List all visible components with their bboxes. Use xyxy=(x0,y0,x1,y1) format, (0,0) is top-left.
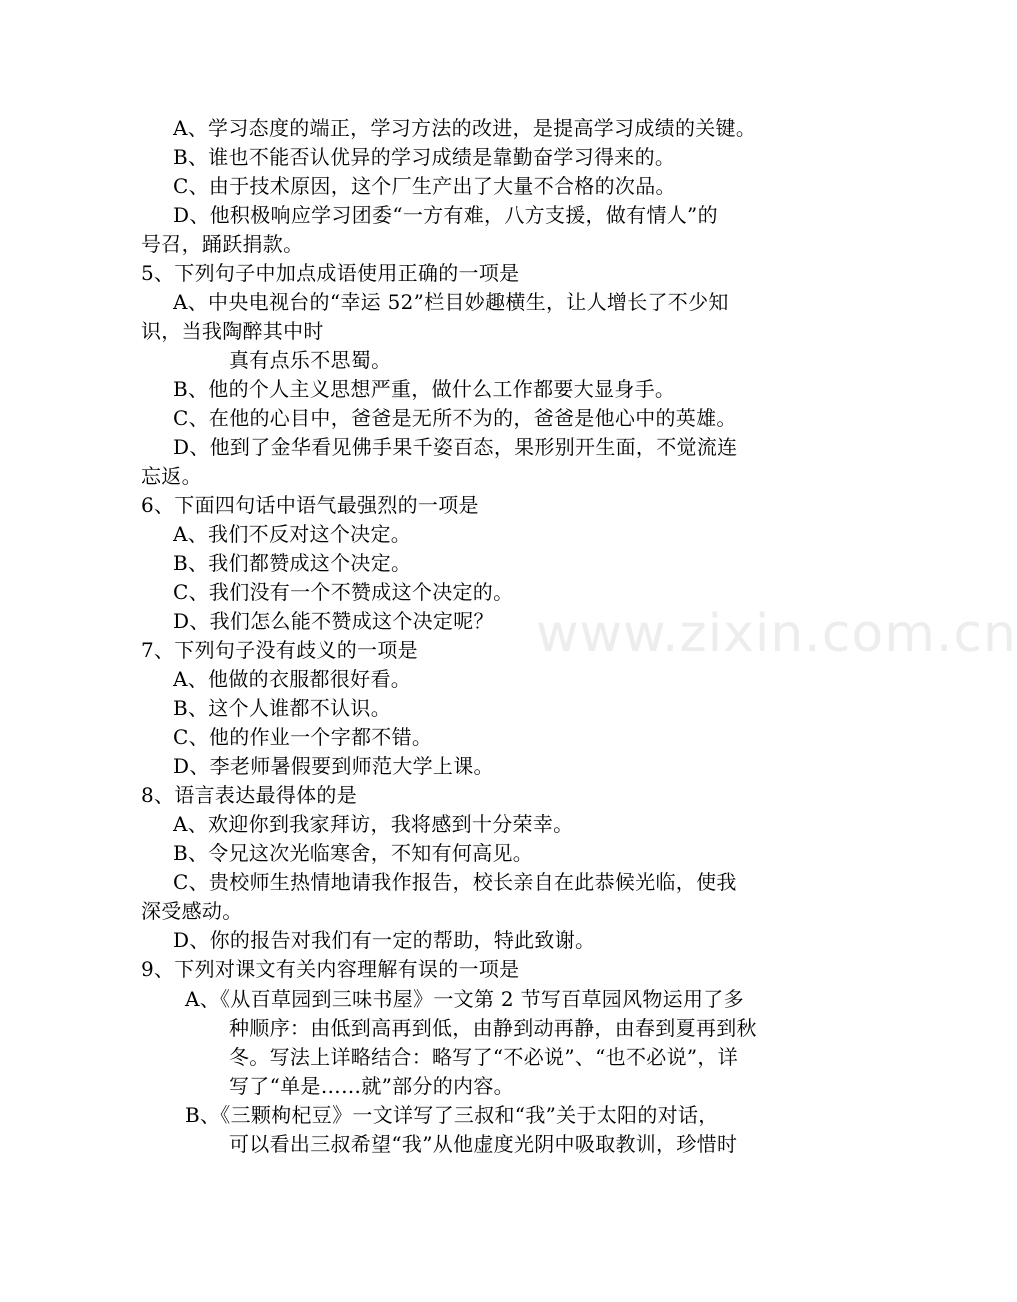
q6-option-b: B、我们都赞成这个决定。 xyxy=(173,551,412,575)
q5-option-d-cont: 忘返。 xyxy=(141,464,202,488)
q5-option-d: D、他到了金华看见佛手果千姿百态，果形别开生面，不觉流连 xyxy=(173,435,738,459)
watermark: www.zixin.com.cn xyxy=(536,604,1017,664)
q8-option-a: A、欢迎你到我家拜访，我将感到十分荣幸。 xyxy=(173,812,574,836)
q8-option-b: B、令兄这次光临寒舍，不知有何高见。 xyxy=(173,841,534,865)
q4-option-d: D、他积极响应学习团委“一方有难，八方支援，做有情人”的 xyxy=(173,203,718,227)
q9-option-b: B、《三颗枸杞豆》一文详写了三叔和“我”关于太阳的对话， xyxy=(185,1103,719,1127)
q5-option-c: C、在他的心目中，爸爸是无所不为的，爸爸是他心中的英雄。 xyxy=(173,406,737,430)
q9-option-a-cont2: 冬。写法上详略结合：略写了“不必说”、“也不必说”，详 xyxy=(229,1045,738,1069)
q6-option-c: C、我们没有一个不赞成这个决定的。 xyxy=(173,580,514,604)
q4-option-a: A、学习态度的端正，学习方法的改进，是提高学习成绩的关键。 xyxy=(173,116,757,140)
q5-option-a-cont2: 真有点乐不思蜀。 xyxy=(229,348,392,372)
question-8: 8、语言表达最得体的是 xyxy=(141,783,358,807)
question-5: 5、下列句子中加点成语使用正确的一项是 xyxy=(141,261,520,285)
q4-option-d-cont: 号召，踊跃捐款。 xyxy=(141,232,304,256)
q7-option-c: C、他的作业一个字都不错。 xyxy=(173,725,433,749)
q8-option-c-cont: 深受感动。 xyxy=(141,899,243,923)
q9-option-a: A、《从百草园到三味书屋》一文第 2 节写百草园风物运用了多 xyxy=(185,987,744,1011)
q4-option-c: C、由于技术原因，这个厂生产出了大量不合格的次品。 xyxy=(173,174,676,198)
q8-option-c: C、贵校师生热情地请我作报告，校长亲自在此恭候光临，使我 xyxy=(173,870,737,894)
question-9: 9、下列对课文有关内容理解有误的一项是 xyxy=(141,957,520,981)
q9-option-a-cont: 种顺序：由低到高再到低，由静到动再静，由春到夏再到秋 xyxy=(229,1016,757,1040)
q9-option-a-cont3: 写了“单是……就”部分的内容。 xyxy=(229,1074,514,1098)
q6-option-d: D、我们怎么能不赞成这个决定呢？ xyxy=(173,609,494,633)
q7-option-b: B、这个人谁都不认识。 xyxy=(173,696,391,720)
q8-option-d: D、你的报告对我们有一定的帮助，特此致谢。 xyxy=(173,928,596,952)
question-7: 7、下列句子没有歧义的一项是 xyxy=(141,638,418,662)
q9-option-b-cont: 可以看出三叔希望“我”从他虚度光阴中吸取教训，珍惜时 xyxy=(229,1132,738,1156)
q5-option-b: B、他的个人主义思想严重，做什么工作都要大显身手。 xyxy=(173,377,676,401)
q5-option-a-cont: 识，当我陶醉其中时 xyxy=(141,319,324,343)
q6-option-a: A、我们不反对这个决定。 xyxy=(173,522,412,546)
question-6: 6、下面四句话中语气最强烈的一项是 xyxy=(141,493,479,517)
q7-option-a: A、他做的衣服都很好看。 xyxy=(173,667,412,691)
q5-option-a: A、中央电视台的“幸运 52”栏目妙趣横生，让人增长了不少知 xyxy=(173,290,729,314)
q4-option-b: B、谁也不能否认优异的学习成绩是靠勤奋学习得来的。 xyxy=(173,145,676,169)
q7-option-d: D、李老师暑假要到师范大学上课。 xyxy=(173,754,494,778)
